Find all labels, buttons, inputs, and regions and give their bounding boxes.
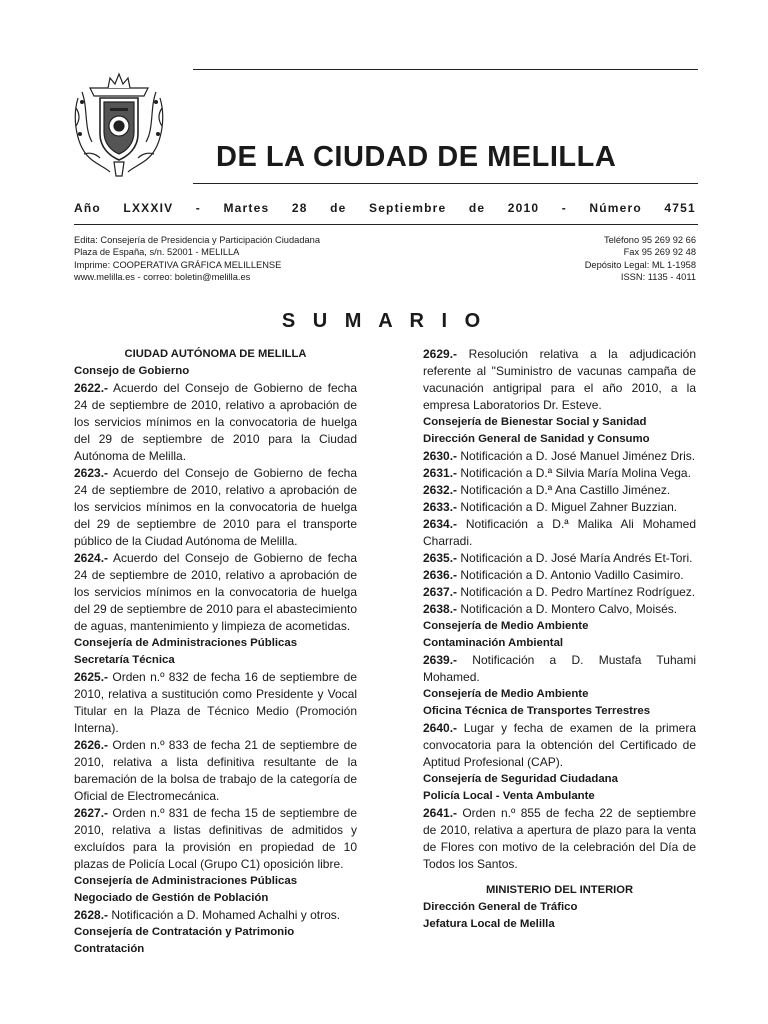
entry-number: 2624.-	[74, 551, 109, 565]
entry-text: Notificación a D.ª Silvia María Molina Vega.	[457, 466, 691, 480]
department-subheading: Secretaría Técnica	[74, 654, 175, 666]
publisher-info	[74, 234, 320, 283]
issue-word: de	[330, 201, 347, 215]
section-heading: CIUDAD AUTÓNOMA DE MELILLA	[124, 348, 307, 360]
entry-number: 2632.-	[423, 483, 458, 497]
entry-number: 2623.-	[74, 466, 109, 480]
department-heading: Dirección General de Tráfico	[423, 901, 578, 913]
entry-number: 2625.-	[74, 670, 109, 684]
entry-number: 2631.-	[423, 466, 458, 480]
entry-number: 2630.-	[423, 449, 458, 463]
department-subheading: Oficina Técnica de Transportes Terrestres	[423, 705, 651, 717]
summary-right-column	[423, 346, 696, 933]
entry-number: 2626.-	[74, 738, 109, 752]
issue-word: 4751	[664, 201, 696, 215]
entry-number: 2638.-	[423, 602, 458, 616]
entry-text: Notificación a D. Antonio Vadillo Casimiro.	[457, 568, 684, 582]
summary-entry	[423, 601, 696, 618]
issue-line	[74, 201, 696, 215]
entry-number: 2641.-	[423, 806, 458, 820]
department-heading: Consejería de Medio Ambiente	[423, 620, 589, 632]
summary-entry	[74, 465, 357, 550]
entry-text: Orden n.º 833 de fecha 21 de septiembre de 2010, relativa a lista definitiva resultante de la baremación de la bolsa de trabajo de la categoría de Oficial de Electromecánica.	[74, 738, 357, 803]
summary-entry	[423, 346, 696, 414]
department-heading: Consejería de Administraciones Públicas	[74, 637, 298, 649]
address-line: Plaza de España, s/n. 52001 - MELILLA	[74, 247, 240, 258]
entry-number: 2637.-	[423, 585, 458, 599]
department-subheading: Jefatura Local de Melilla	[423, 918, 555, 930]
melilla-coat-of-arms-icon	[70, 68, 168, 180]
issue-underline-rule	[74, 224, 698, 225]
fax-line: Fax 95 269 92 48	[623, 247, 696, 258]
entry-text: Notificación a D. Mustafa Tuhami Mohamed.	[423, 653, 696, 684]
department-heading: Consejería de Bienestar Social y Sanidad	[423, 416, 647, 428]
entry-number: 2622.-	[74, 381, 109, 395]
summary-entry	[423, 720, 696, 771]
summary-entry	[423, 550, 696, 567]
entry-number: 2640.-	[423, 721, 458, 735]
issue-word: 2010	[507, 201, 540, 215]
section-heading: MINISTERIO DEL INTERIOR	[485, 884, 634, 896]
issue-word: 28	[291, 201, 308, 215]
department-heading: Consejería de Seguridad Ciudadana	[423, 773, 618, 785]
entry-number: 2635.-	[423, 551, 458, 565]
entry-text: Notificación a D. Miguel Zahner Buzzian.	[457, 500, 678, 514]
summary-entry	[74, 380, 357, 465]
summary-entry	[423, 567, 696, 584]
entry-text: Resolución relativa a la adjudicación referente al "Suministro de vacunas campaña de vacunación antigripal para el año 2010, a la empresa Laboratorios Dr. Esteve.	[423, 347, 696, 412]
issue-word: Año	[74, 201, 101, 215]
section-spacer	[423, 873, 696, 882]
entry-text: Notificación a D.ª Malika Ali Mohamed Charradi.	[423, 517, 696, 548]
entry-text: Notificación a D. Pedro Martínez Rodríguez.	[457, 585, 696, 599]
entry-text: Notificación a D. José Manuel Jiménez Dris.	[457, 449, 696, 463]
summary-entry	[423, 448, 696, 465]
entry-number: 2633.-	[423, 500, 458, 514]
entry-text: Acuerdo del Consejo de Gobierno de fecha 24 de septiembre de 2010, relativo a aprobación de los servicios mínimos en la convocatoria de huelga del 29 de septiembre de 2010 para el transporte público de la Ciudad Autónoma de Melilla.	[74, 466, 357, 548]
summary-entry	[74, 669, 357, 737]
entry-number: 2629.-	[423, 347, 458, 361]
issue-word: Septiembre	[368, 201, 447, 215]
summary-entry	[74, 550, 357, 635]
department-heading: Consejo de Gobierno	[74, 365, 190, 377]
entry-text: Acuerdo del Consejo de Gobierno de fecha 24 de septiembre de 2010, relativo a aprobación de los servicios mínimos en la convocatoria de huelga del 29 de septiembre de 2010 para el abastecimiento de aguas, mantenimiento y limpieza de acometidas.	[74, 551, 357, 633]
phone-line: Teléfono 95 269 92 66	[603, 235, 696, 245]
entry-number: 2628.-	[74, 908, 109, 922]
issue-word: Martes	[223, 201, 270, 215]
header-top-rule	[193, 69, 698, 70]
summary-entry	[423, 482, 696, 499]
entry-text: Notificación a D. Mohamed Achalhi y otros.	[108, 908, 341, 922]
entry-text: Orden n.º 832 de fecha 16 de septiembre de 2010, relativa a sustitución como Presidente y Vocal Titular en la Plaza de Técnico Medio (Promoción Interna).	[74, 670, 357, 735]
entry-text: Orden n.º 831 de fecha 15 de septiembre de 2010, relativa a listas definitivas de admitidos y excluídos para la provisión en propiedad de 10 plazas de Policía Local (Grupo C1) oposición libre.	[74, 806, 357, 871]
summary-entry	[74, 737, 357, 805]
department-subheading: Policía Local - Venta Ambulante	[423, 790, 595, 802]
issue-word: -	[195, 201, 201, 215]
summary-entry	[423, 805, 696, 873]
entry-number: 2634.-	[423, 517, 458, 531]
department-subheading: Contaminación Ambiental	[423, 637, 564, 649]
summary-entry	[74, 907, 357, 924]
issue-word: -	[561, 201, 567, 215]
department-heading: Consejería de Medio Ambiente	[423, 688, 589, 700]
department-subheading: Contratación	[74, 943, 145, 955]
issn-line: ISSN: 1135 - 4011	[620, 271, 696, 282]
printer-line: Imprime: COOPERATIVA GRÁFICA MELILLENSE	[74, 259, 282, 270]
entry-number: 2627.-	[74, 806, 109, 820]
page-title: DE LA CIUDAD DE MELILLA	[216, 141, 617, 173]
summary-entry	[423, 584, 696, 601]
entry-text: Orden n.º 855 de fecha 22 de septiembre de 2010, relativa a apertura de plazo para la venta de Flores con motivo de la celebración del Día de Todos los Santos.	[423, 806, 696, 871]
department-heading: Consejería de Contratación y Patrimonio	[74, 926, 295, 938]
title-underline-rule	[193, 183, 698, 184]
issue-word: LXXXIV	[123, 201, 174, 215]
entry-text: Notificación a D.ª Ana Castillo Jiménez.	[457, 483, 671, 497]
contact-info	[500, 234, 696, 283]
web-line: www.melilla.es - correo: boletin@melilla.es	[74, 271, 251, 282]
summary-entry	[423, 652, 696, 686]
summary-entry	[74, 805, 357, 873]
department-heading: Consejería de Administraciones Públicas	[74, 875, 298, 887]
summary-entry	[423, 465, 696, 482]
issue-word: de	[468, 201, 486, 215]
summary-entry	[423, 499, 696, 516]
sumario-heading: S U M A R I O	[281, 310, 487, 332]
entry-text: Notificación a D. José María Andrés Et-Tori.	[457, 551, 693, 565]
summary-entry	[423, 516, 696, 550]
issue-word: Número	[589, 201, 642, 215]
entry-number: 2636.-	[423, 568, 458, 582]
entry-text: Notificación a D. Montero Calvo, Moisés.	[457, 602, 678, 616]
entry-text: Acuerdo del Consejo de Gobierno de fecha 24 de septiembre de 2010, relativo a aprobación de los servicios mínimos en la convocatoria de huelga del 29 de septiembre de 2010 para la Ciudad Autónoma de Melilla.	[74, 381, 357, 463]
department-subheading: Dirección General de Sanidad y Consumo	[423, 433, 650, 445]
legal-deposit-line: Depósito Legal: ML 1-1958	[584, 259, 696, 270]
entry-number: 2639.-	[423, 653, 458, 667]
entry-text: Lugar y fecha de examen de la primera convocatoria para la obtención del Certificado de Aptitud Profesional (CAP).	[423, 721, 696, 769]
department-subheading: Negociado de Gestión de Población	[74, 892, 269, 904]
summary-left-column	[74, 346, 357, 958]
publisher-line: Edita: Consejería de Presidencia y Participación Ciudadana	[74, 235, 320, 245]
